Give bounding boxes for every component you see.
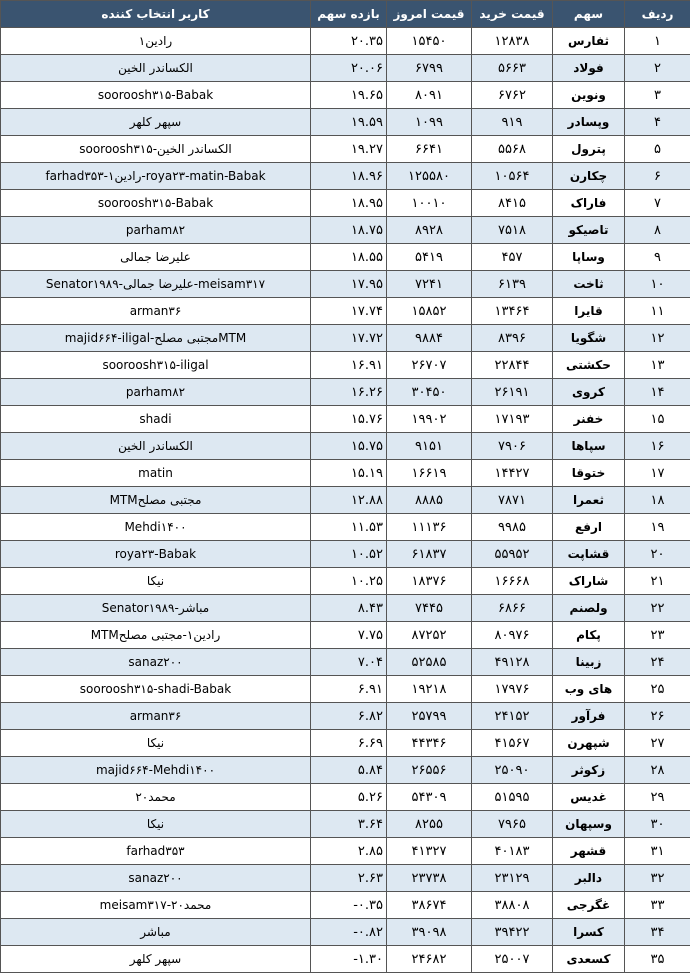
cell-today-price: ۲۳۷۳۸: [387, 865, 472, 892]
cell-stock: های وب: [553, 676, 625, 703]
cell-selecting-users: sooroosh۳۱۵-Babak: [1, 190, 311, 217]
cell-stock: کسعدی: [553, 946, 625, 973]
cell-today-price: ۶۶۴۱: [387, 136, 472, 163]
header-stock: سهم: [553, 1, 625, 28]
table-row: [1, 433, 690, 460]
cell-return: ۱۸.۹۵: [311, 190, 387, 217]
cell-row-number: ۱۳: [625, 352, 690, 379]
cell-buy-price: ۸۳۹۶: [472, 325, 553, 352]
cell-stock: فولاد: [553, 55, 625, 82]
header-selecting-users: کاربر انتخاب کننده: [1, 1, 311, 28]
table-row: [1, 82, 690, 109]
cell-selecting-users: majid۶۶۴-Mehdi۱۴۰۰: [1, 757, 311, 784]
cell-return: ۶.۹۱: [311, 676, 387, 703]
cell-return: ۱۸.۵۵: [311, 244, 387, 271]
table-row: [1, 541, 690, 568]
cell-buy-price: ۱۷۹۷۶: [472, 676, 553, 703]
cell-selecting-users: sooroosh۳۱۵-iligal: [1, 352, 311, 379]
cell-buy-price: ۲۵۰۹۰: [472, 757, 553, 784]
cell-row-number: ۲۹: [625, 784, 690, 811]
cell-row-number: ۸: [625, 217, 690, 244]
cell-stock: چکارن: [553, 163, 625, 190]
cell-today-price: ۱۸۳۷۶: [387, 568, 472, 595]
cell-buy-price: ۱۴۴۲۷: [472, 460, 553, 487]
cell-stock: ثفارس: [553, 28, 625, 55]
cell-today-price: ۳۰۴۵۰: [387, 379, 472, 406]
table-row: [1, 136, 690, 163]
table-row: [1, 271, 690, 298]
cell-row-number: ۱۹: [625, 514, 690, 541]
cell-selecting-users: shadi: [1, 406, 311, 433]
cell-buy-price: ۹۹۸۵: [472, 514, 553, 541]
cell-row-number: ۲۷: [625, 730, 690, 757]
cell-return: ۱۶.۹۱: [311, 352, 387, 379]
table-row: [1, 55, 690, 82]
cell-selecting-users: farhad۳۵۳: [1, 838, 311, 865]
cell-selecting-users: majid۶۶۴-iligal-مجتبی مصلحMTM: [1, 325, 311, 352]
cell-return: ۱۵.۷۵: [311, 433, 387, 460]
cell-stock: قشهر: [553, 838, 625, 865]
cell-row-number: ۳۱: [625, 838, 690, 865]
cell-buy-price: ۲۴۱۵۲: [472, 703, 553, 730]
cell-row-number: ۹: [625, 244, 690, 271]
cell-selecting-users: الکساندر الخین: [1, 433, 311, 460]
cell-stock: شاراک: [553, 568, 625, 595]
cell-selecting-users: مباشر: [1, 919, 311, 946]
cell-buy-price: ۱۲۸۳۸: [472, 28, 553, 55]
cell-return: ۱۰.۵۲: [311, 541, 387, 568]
cell-row-number: ۲۶: [625, 703, 690, 730]
cell-stock: ثعمرا: [553, 487, 625, 514]
table-row: [1, 568, 690, 595]
cell-stock: ارفع: [553, 514, 625, 541]
cell-stock: حکشتی: [553, 352, 625, 379]
cell-return: ۵.۸۴: [311, 757, 387, 784]
cell-row-number: ۳: [625, 82, 690, 109]
cell-return: ۱۷.۷۴: [311, 298, 387, 325]
cell-stock: فاراک: [553, 190, 625, 217]
cell-stock: فرآور: [553, 703, 625, 730]
cell-stock: شگویا: [553, 325, 625, 352]
cell-buy-price: ۲۶۱۹۱: [472, 379, 553, 406]
cell-row-number: ۲۳: [625, 622, 690, 649]
cell-today-price: ۱۰۹۹: [387, 109, 472, 136]
cell-row-number: ۵: [625, 136, 690, 163]
cell-selecting-users: matin: [1, 460, 311, 487]
cell-today-price: ۱۱۱۳۶: [387, 514, 472, 541]
table-row: [1, 379, 690, 406]
table-row: [1, 676, 690, 703]
cell-buy-price: ۳۸۸۰۸: [472, 892, 553, 919]
cell-stock: پترول: [553, 136, 625, 163]
cell-selecting-users: farhad۳۵۳-رادین۱-roya۲۳-matin-Babak: [1, 163, 311, 190]
cell-buy-price: ۷۸۷۱: [472, 487, 553, 514]
cell-buy-price: ۵۶۶۳: [472, 55, 553, 82]
cell-buy-price: ۱۷۱۹۳: [472, 406, 553, 433]
cell-row-number: ۲۵: [625, 676, 690, 703]
cell-buy-price: ۵۱۵۹۵: [472, 784, 553, 811]
cell-stock: ولصنم: [553, 595, 625, 622]
cell-row-number: ۲۴: [625, 649, 690, 676]
cell-today-price: ۲۵۷۹۹: [387, 703, 472, 730]
cell-buy-price: ۴۵۷: [472, 244, 553, 271]
cell-buy-price: ۴۱۵۶۷: [472, 730, 553, 757]
table-body: [1, 28, 690, 973]
cell-buy-price: ۱۰۵۶۴: [472, 163, 553, 190]
table-row: [1, 514, 690, 541]
cell-row-number: ۲۰: [625, 541, 690, 568]
cell-today-price: ۱۵۸۵۲: [387, 298, 472, 325]
cell-stock: زکوثر: [553, 757, 625, 784]
cell-return: ۱۹.۶۵: [311, 82, 387, 109]
cell-return: ۷.۰۴: [311, 649, 387, 676]
cell-today-price: ۱۶۶۱۹: [387, 460, 472, 487]
cell-row-number: ۶: [625, 163, 690, 190]
cell-stock: تاصیکو: [553, 217, 625, 244]
cell-buy-price: ۴۹۱۲۸: [472, 649, 553, 676]
cell-selecting-users: سپهر کلهر: [1, 109, 311, 136]
cell-buy-price: ۲۳۱۲۹: [472, 865, 553, 892]
table-row: [1, 811, 690, 838]
cell-return: ۷.۷۵: [311, 622, 387, 649]
cell-today-price: ۴۴۳۴۶: [387, 730, 472, 757]
cell-row-number: ۱۸: [625, 487, 690, 514]
cell-stock: ونوین: [553, 82, 625, 109]
cell-return: ۱۶.۲۶: [311, 379, 387, 406]
table-row: [1, 28, 690, 55]
cell-row-number: ۱: [625, 28, 690, 55]
table-row: [1, 919, 690, 946]
cell-return: -۱.۳۰: [311, 946, 387, 973]
cell-today-price: ۱۵۴۵۰: [387, 28, 472, 55]
cell-today-price: ۲۶۵۵۶: [387, 757, 472, 784]
cell-stock: قشاپت: [553, 541, 625, 568]
cell-stock: غگرجی: [553, 892, 625, 919]
cell-stock: کروی: [553, 379, 625, 406]
cell-selecting-users: meisam۳۱۷-محمد۲۰: [1, 892, 311, 919]
cell-row-number: ۲۸: [625, 757, 690, 784]
cell-stock: پکام: [553, 622, 625, 649]
cell-today-price: ۱۲۵۵۸۰: [387, 163, 472, 190]
cell-selecting-users: علیرضا جمالی: [1, 244, 311, 271]
cell-row-number: ۴: [625, 109, 690, 136]
cell-return: ۱۷.۷۲: [311, 325, 387, 352]
cell-today-price: ۵۲۵۸۵: [387, 649, 472, 676]
cell-selecting-users: sanaz۲۰۰: [1, 865, 311, 892]
cell-buy-price: ۷۹۰۶: [472, 433, 553, 460]
cell-today-price: ۸۲۵۵: [387, 811, 472, 838]
cell-row-number: ۳۵: [625, 946, 690, 973]
cell-buy-price: ۸۴۱۵: [472, 190, 553, 217]
header-buy-price: قیمت خرید: [472, 1, 553, 28]
cell-today-price: ۶۷۹۹: [387, 55, 472, 82]
cell-row-number: ۳۰: [625, 811, 690, 838]
cell-selecting-users: sanaz۲۰۰: [1, 649, 311, 676]
cell-selecting-users: Senator۱۹۸۹-مباشر: [1, 595, 311, 622]
cell-return: -۰.۸۲: [311, 919, 387, 946]
cell-return: ۶.۸۲: [311, 703, 387, 730]
cell-selecting-users: رادین۱-مجتبی مصلحMTM: [1, 622, 311, 649]
cell-selecting-users: نیکا: [1, 568, 311, 595]
table-row: [1, 217, 690, 244]
cell-return: ۲۰.۰۶: [311, 55, 387, 82]
cell-stock: وپسادر: [553, 109, 625, 136]
table-row: [1, 109, 690, 136]
cell-today-price: ۳۸۶۷۴: [387, 892, 472, 919]
cell-return: ۳.۶۴: [311, 811, 387, 838]
cell-selecting-users: arman۳۶: [1, 703, 311, 730]
cell-today-price: ۸۸۸۵: [387, 487, 472, 514]
cell-buy-price: ۵۵۹۵۲: [472, 541, 553, 568]
cell-return: ۱۲.۸۸: [311, 487, 387, 514]
cell-row-number: ۱۷: [625, 460, 690, 487]
cell-today-price: ۸۷۲۵۲: [387, 622, 472, 649]
cell-stock: ثاخت: [553, 271, 625, 298]
cell-selecting-users: roya۲۳-Babak: [1, 541, 311, 568]
cell-selecting-users: نیکا: [1, 730, 311, 757]
table-row: [1, 244, 690, 271]
header-return: بازده سهم: [311, 1, 387, 28]
table-row: [1, 892, 690, 919]
cell-stock: ختوقا: [553, 460, 625, 487]
table-row: [1, 784, 690, 811]
cell-buy-price: ۶۸۶۶: [472, 595, 553, 622]
cell-row-number: ۳۴: [625, 919, 690, 946]
cell-return: ۲.۶۳: [311, 865, 387, 892]
cell-today-price: ۱۰۰۱۰: [387, 190, 472, 217]
cell-stock: کسرا: [553, 919, 625, 946]
cell-selecting-users: رادین۱: [1, 28, 311, 55]
cell-buy-price: ۷۵۱۸: [472, 217, 553, 244]
cell-row-number: ۲۱: [625, 568, 690, 595]
cell-today-price: ۶۱۸۳۷: [387, 541, 472, 568]
cell-buy-price: ۱۳۴۶۴: [472, 298, 553, 325]
cell-selecting-users: سپهر کلهر: [1, 946, 311, 973]
cell-selecting-users: parham۸۲: [1, 379, 311, 406]
cell-return: ۵.۲۶: [311, 784, 387, 811]
cell-return: ۱۹.۲۷: [311, 136, 387, 163]
cell-return: ۱۱.۵۳: [311, 514, 387, 541]
cell-return: ۱۸.۹۶: [311, 163, 387, 190]
cell-stock: خفنر: [553, 406, 625, 433]
table-row: [1, 703, 690, 730]
cell-today-price: ۵۴۳۰۹: [387, 784, 472, 811]
cell-return: ۱۷.۹۵: [311, 271, 387, 298]
cell-row-number: ۳۳: [625, 892, 690, 919]
cell-return: ۶.۶۹: [311, 730, 387, 757]
cell-row-number: ۱۶: [625, 433, 690, 460]
table-row: [1, 352, 690, 379]
cell-row-number: ۷: [625, 190, 690, 217]
cell-selecting-users: arman۳۶: [1, 298, 311, 325]
cell-buy-price: ۷۹۶۵: [472, 811, 553, 838]
cell-buy-price: ۲۵۰۰۷: [472, 946, 553, 973]
cell-stock: وساپا: [553, 244, 625, 271]
cell-buy-price: ۹۱۹: [472, 109, 553, 136]
cell-row-number: ۱۴: [625, 379, 690, 406]
cell-row-number: ۱۲: [625, 325, 690, 352]
cell-selecting-users: مجتبی مصلحMTM: [1, 487, 311, 514]
cell-selecting-users: نیکا: [1, 811, 311, 838]
table-row: [1, 406, 690, 433]
table-row: [1, 325, 690, 352]
cell-buy-price: ۱۶۶۶۸: [472, 568, 553, 595]
table-row: [1, 649, 690, 676]
cell-selecting-users: محمد۲۰: [1, 784, 311, 811]
table-row: [1, 190, 690, 217]
cell-buy-price: ۵۵۶۸: [472, 136, 553, 163]
table-header-row: [1, 1, 690, 28]
cell-selecting-users: sooroosh۳۱۵-shadi-Babak: [1, 676, 311, 703]
cell-today-price: ۹۱۵۱: [387, 433, 472, 460]
cell-buy-price: ۶۷۶۲: [472, 82, 553, 109]
cell-today-price: ۷۴۴۵: [387, 595, 472, 622]
cell-row-number: ۱۰: [625, 271, 690, 298]
cell-return: ۱۸.۷۵: [311, 217, 387, 244]
table-row: [1, 865, 690, 892]
cell-row-number: ۱۵: [625, 406, 690, 433]
cell-return: ۱۵.۷۶: [311, 406, 387, 433]
table-row: [1, 622, 690, 649]
table-row: [1, 946, 690, 973]
cell-selecting-users: Mehdi۱۴۰۰: [1, 514, 311, 541]
cell-row-number: ۲: [625, 55, 690, 82]
cell-stock: زبینا: [553, 649, 625, 676]
cell-today-price: ۳۹۰۹۸: [387, 919, 472, 946]
cell-buy-price: ۶۱۳۹: [472, 271, 553, 298]
cell-return: -۰.۳۵: [311, 892, 387, 919]
table-row: [1, 757, 690, 784]
cell-selecting-users: Senator۱۹۸۹-علیرضا جمالی-meisam۳۱۷: [1, 271, 311, 298]
cell-return: ۱۵.۱۹: [311, 460, 387, 487]
cell-stock: غدیس: [553, 784, 625, 811]
cell-today-price: ۸۹۲۸: [387, 217, 472, 244]
cell-return: ۱۰.۲۵: [311, 568, 387, 595]
cell-stock: وسپهان: [553, 811, 625, 838]
table-row: [1, 487, 690, 514]
cell-stock: سپاها: [553, 433, 625, 460]
table-row: [1, 730, 690, 757]
header-row-number: ردیف: [625, 1, 690, 28]
table-row: [1, 163, 690, 190]
cell-buy-price: ۳۹۴۲۲: [472, 919, 553, 946]
cell-today-price: ۸۰۹۱: [387, 82, 472, 109]
cell-today-price: ۱۹۲۱۸: [387, 676, 472, 703]
cell-today-price: ۱۹۹۰۲: [387, 406, 472, 433]
cell-selecting-users: sooroosh۳۱۵-Babak: [1, 82, 311, 109]
cell-stock: قایرا: [553, 298, 625, 325]
cell-today-price: ۷۲۴۱: [387, 271, 472, 298]
cell-return: ۲.۸۵: [311, 838, 387, 865]
table-row: [1, 838, 690, 865]
cell-return: ۱۹.۵۹: [311, 109, 387, 136]
cell-buy-price: ۲۲۸۴۴: [472, 352, 553, 379]
table-row: [1, 595, 690, 622]
table-row: [1, 460, 690, 487]
cell-today-price: ۹۸۸۴: [387, 325, 472, 352]
cell-selecting-users: الکساندر الخین: [1, 55, 311, 82]
cell-today-price: ۲۴۶۸۲: [387, 946, 472, 973]
cell-today-price: ۲۶۷۰۷: [387, 352, 472, 379]
cell-stock: شپهرن: [553, 730, 625, 757]
cell-buy-price: ۴۰۱۸۳: [472, 838, 553, 865]
cell-today-price: ۵۴۱۹: [387, 244, 472, 271]
cell-row-number: ۳۲: [625, 865, 690, 892]
cell-return: ۲۰.۳۵: [311, 28, 387, 55]
cell-today-price: ۴۱۳۲۷: [387, 838, 472, 865]
cell-selecting-users: parham۸۲: [1, 217, 311, 244]
header-today-price: قیمت امروز: [387, 1, 472, 28]
table-row: [1, 298, 690, 325]
cell-buy-price: ۸۰۹۷۶: [472, 622, 553, 649]
cell-row-number: ۱۱: [625, 298, 690, 325]
cell-selecting-users: الکساندر الخین-sooroosh۳۱۵: [1, 136, 311, 163]
cell-return: ۸.۴۳: [311, 595, 387, 622]
cell-stock: دالبر: [553, 865, 625, 892]
cell-row-number: ۲۲: [625, 595, 690, 622]
